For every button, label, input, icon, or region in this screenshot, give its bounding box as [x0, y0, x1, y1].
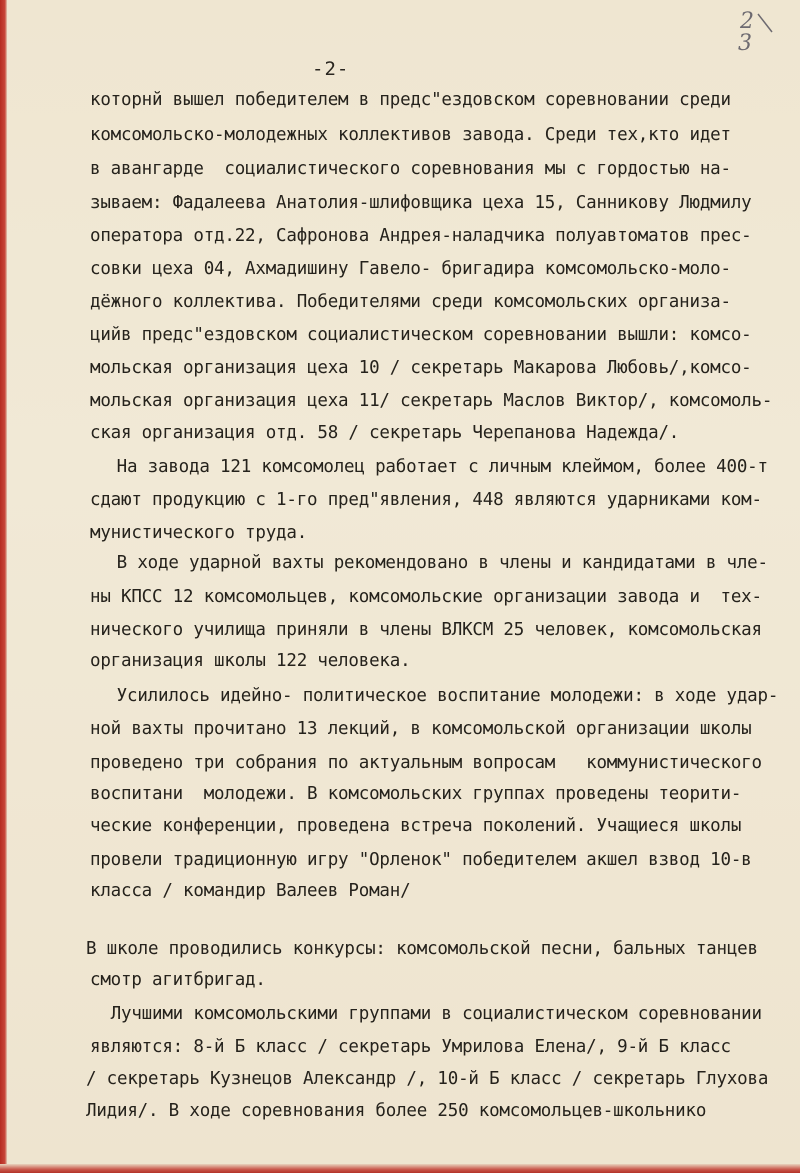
text-line: На завода 121 комсомолец работает с личным клеймом, более 400-т: [96, 457, 768, 477]
text-line: ной вахты прочитано 13 лекций, в комсомольской организации школы: [90, 719, 752, 739]
text-line: Лучшими комсомольскими группами в социалистическом соревновании: [90, 1004, 762, 1024]
text-line: цийв предс"ездовском социалистическом соревновании вышли: комсо-: [90, 325, 752, 345]
handwritten-sheet-number: [728, 6, 788, 56]
text-line: мольская организация цеха 11/ секретарь Маслов Виктор/, комсомоль-: [90, 391, 773, 411]
text-line: провели традиционную игру "Орленок" победителем акшел взвод 10-в: [90, 850, 752, 870]
text-line: Лидия/. В ходе соревнования более 250 комсомольцев-школьнико: [86, 1101, 707, 1121]
page-number: -2-: [312, 58, 350, 80]
text-line: класса / командир Валеев Роман/: [90, 881, 411, 901]
text-line: оператора отд.22, Сафронова Андрея-наладчика полуавтоматов прес-: [90, 226, 752, 246]
text-line: организация школы 122 человека.: [90, 651, 411, 671]
text-line: / секретарь Кузнецов Александр /, 10-й Б класс / секретарь Глухова: [86, 1069, 769, 1089]
text-line: сдают продукцию с 1-го пред"явления, 448 являются ударниками ком-: [90, 490, 762, 510]
text-line: ческие конференции, проведена встреча поколений. Учащиеся школы: [90, 816, 742, 836]
text-line: мольская организация цеха 10 / секретарь Макарова Любовь/,комсо-: [90, 358, 752, 378]
text-line: В ходе ударной вахты рекомендовано в члены и кандидатами в чле-: [96, 553, 768, 573]
text-line: являются: 8-й Б класс / секретарь Умрилова Елена/, 9-й Б класс: [90, 1037, 731, 1057]
text-line: воспитани молодежи. В комсомольских группах проведены теорити-: [90, 784, 742, 804]
text-line: смотр агитбригад.: [90, 970, 266, 990]
text-line: совки цеха 04, Ахмадишину Гавело- бригадира комсомольско-моло-: [90, 259, 731, 279]
text-line: Усилилось идейно- политическое воспитание молодежи: в ходе удар-: [96, 686, 779, 706]
red-bottom-edge: [0, 1164, 800, 1173]
text-line: дёжного коллектива. Победителями среди комсомольских организа-: [90, 292, 731, 312]
margin-note-2: 3: [738, 31, 752, 56]
text-line: мунистического труда.: [90, 523, 308, 543]
text-line: в авангарде социалистического соревнования мы с гордостью на-: [90, 159, 731, 179]
text-line: комсомольско-молодежных коллективов завода. Среди тех,кто идет: [90, 125, 731, 145]
text-line: ны КПСС 12 комсомольцев, комсомольские организации завода и тех-: [90, 587, 762, 607]
text-line: нического училища приняли в члены ВЛКСМ 25 человек, комсомольская: [90, 620, 762, 640]
text-line: которнй вышел победителем в предс"ездовском соревновании среди: [90, 90, 731, 110]
text-line: В школе проводились конкурсы: комсомольской песни, бальных танцев: [86, 939, 758, 959]
text-line: зываем: Фадалеева Анатолия-шлифовщика цеха 15, Санникову Людмилу: [90, 193, 752, 213]
margin-note-1: 2: [740, 9, 754, 34]
text-line: проведено три собрания по актуальным вопросам коммунистического: [90, 753, 762, 773]
red-binding-edge: [0, 0, 7, 1173]
text-line: ская организация отд. 58 / секретарь Черепанова Надежда/.: [90, 423, 680, 443]
